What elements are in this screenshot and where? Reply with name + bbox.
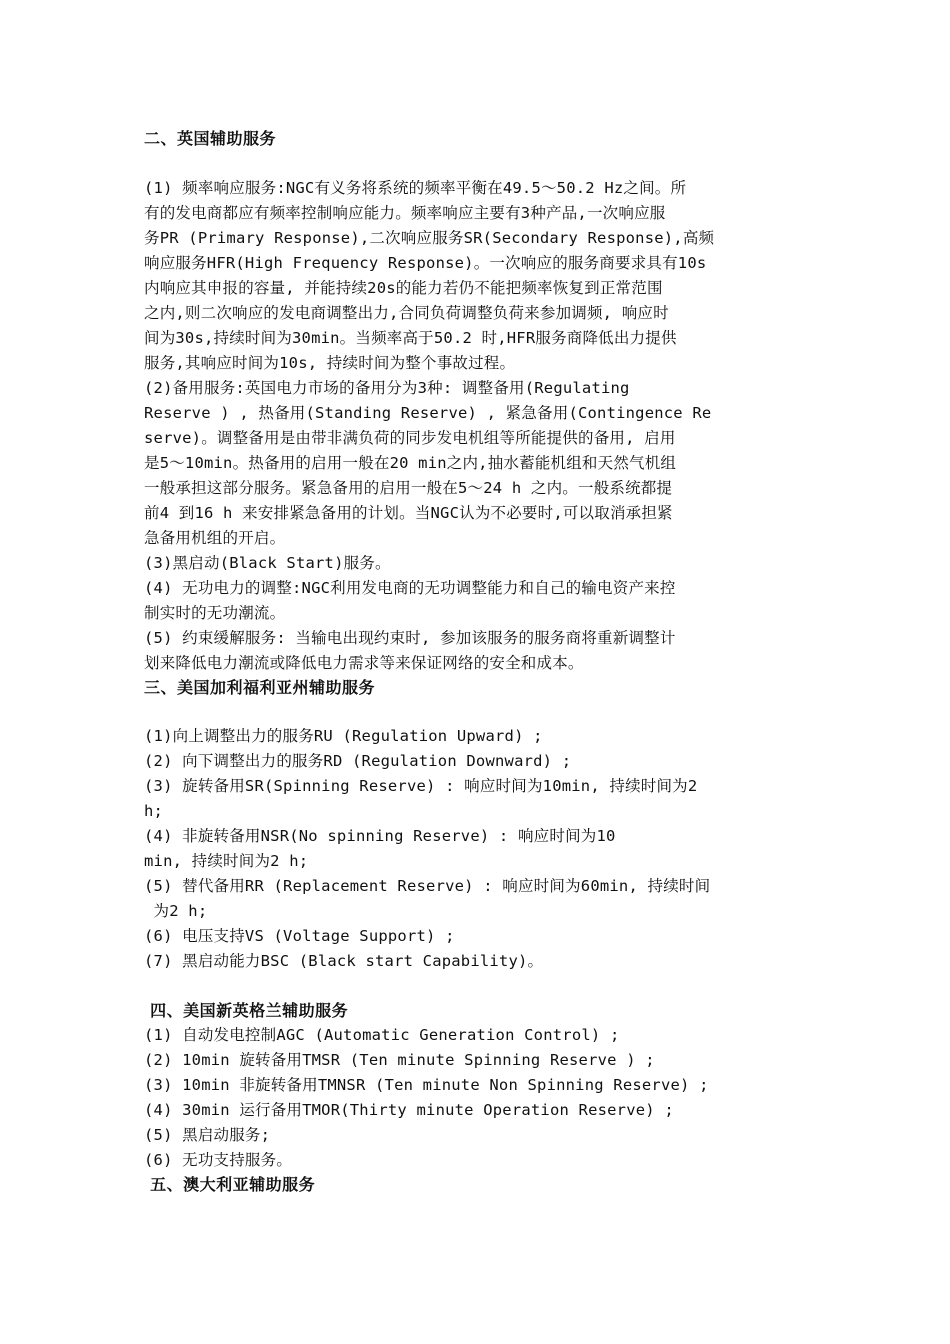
section-heading-australia: 五、澳大利亚辅助服务 (144, 1175, 316, 1194)
paragraph-line: (5) 约束缓解服务: 当输电出现约束时, 参加该服务的服务商将重新调整计 (144, 629, 676, 647)
paragraph-line: (3)黑启动(Black Start)服务。 (144, 554, 391, 572)
section-heading-california: 三、美国加利福利亚州辅助服务 (144, 678, 376, 697)
list-item: (7) 黑启动能力BSC (Black start Capability)。 (144, 952, 544, 970)
paragraph-line: (2)备用服务:英国电力市场的备用分为3种: 调整备用(Regulating (144, 379, 630, 397)
paragraph-line: 响应服务HFR(High Frequency Response)。一次响应的服务商要求具有10s (144, 254, 707, 272)
list-item: (5) 黑启动服务; (144, 1126, 271, 1144)
list-item: (2) 10min 旋转备用TMSR (Ten minute Spinning Reserve ) ; (144, 1051, 655, 1069)
paragraph-line: 服务,其响应时间为10s, 持续时间为整个事故过程。 (144, 354, 516, 372)
list-item: (2) 向下调整出力的服务RD (Regulation Downward) ; (144, 752, 572, 770)
list-item: (6) 电压支持VS (Voltage Support) ; (144, 927, 455, 945)
list-item: (1)向上调整出力的服务RU (Regulation Upward) ; (144, 727, 543, 745)
paragraph-line: 有的发电商都应有频率控制响应能力。频率响应主要有3种产品,一次响应服 (144, 204, 666, 222)
document-page (144, 0, 810, 1344)
list-item: min, 持续时间为2 h; (144, 852, 309, 870)
list-item: (1) 自动发电控制AGC (Automatic Generation Control) ; (144, 1026, 620, 1044)
list-item: (6) 无功支持服务。 (144, 1151, 293, 1169)
paragraph-line: 急备用机组的开启。 (144, 529, 286, 547)
list-item: h; (144, 802, 164, 820)
paragraph-line: serve)。调整备用是由带非满负荷的同步发电机组等所能提供的备用, 启用 (144, 429, 676, 447)
list-item: (3) 10min 非旋转备用TMNSR (Ten minute Non Spinning Reserve) ; (144, 1076, 709, 1094)
list-item: (4) 非旋转备用NSR(No spinning Reserve) : 响应时间为10 (144, 827, 616, 845)
paragraph-line: 务PR (Primary Response),二次响应服务SR(Secondary Response),高频 (144, 229, 715, 247)
section-heading-uk: 二、英国辅助服务 (144, 129, 277, 148)
paragraph-line: 间为30s,持续时间为30min。当频率高于50.2 时,HFR服务商降低出力提供 (144, 329, 677, 347)
paragraph-line: 内响应其申报的容量, 并能持续20s的能力若仍不能把频率恢复到正常范围 (144, 279, 663, 297)
paragraph-line: 制实时的无功潮流。 (144, 604, 286, 622)
paragraph-line: 一般承担这部分服务。紧急备用的启用一般在5～24 h 之内。一般系统都提 (144, 479, 673, 497)
paragraph-line: 前4 到16 h 来安排紧急备用的计划。当NGC认为不必要时,可以取消承担紧 (144, 504, 673, 522)
paragraph-line: (4) 无功电力的调整:NGC利用发电商的无功调整能力和自己的输电资产来控 (144, 579, 676, 597)
list-item: (4) 30min 运行备用TMOR(Thirty minute Operation Reserve) ; (144, 1101, 674, 1119)
paragraph-line: 划来降低电力潮流或降低电力需求等来保证网络的安全和成本。 (144, 654, 584, 672)
section-heading-new-england: 四、美国新英格兰辅助服务 (144, 1001, 349, 1020)
list-item: (3) 旋转备用SR(Spinning Reserve) : 响应时间为10min, 持续时间为2 (144, 777, 698, 795)
list-item: 为2 h; (144, 902, 208, 920)
paragraph-line: (1) 频率响应服务:NGC有义务将系统的频率平衡在49.5～50.2 Hz之间。所 (144, 179, 687, 197)
paragraph-line: Reserve ) , 热备用(Standing Reserve) , 紧急备用(Contingence Re (144, 404, 712, 422)
paragraph-line: 之内,则二次响应的发电商调整出力,合同负荷调整负荷来参加调频, 响应时 (144, 304, 669, 322)
paragraph-line: 是5～10min。热备用的启用一般在20 min之内,抽水蓄能机组和天然气机组 (144, 454, 677, 472)
list-item: (5) 替代备用RR (Replacement Reserve) : 响应时间为60min, 持续时间 (144, 877, 711, 895)
